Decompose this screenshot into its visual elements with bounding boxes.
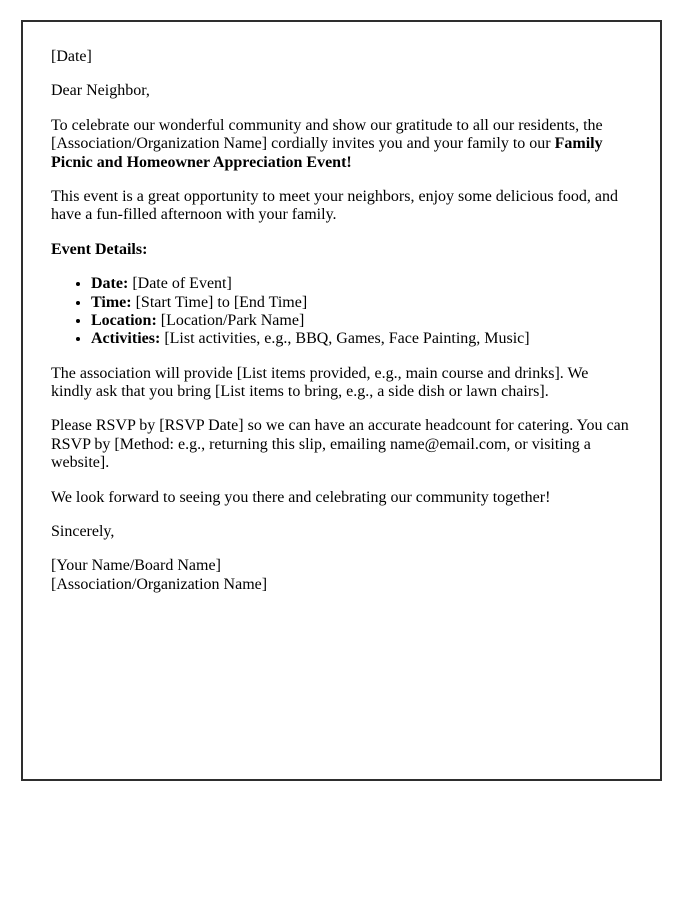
list-item-date-label: Date: xyxy=(91,275,129,293)
opportunity-paragraph: This event is a great opportunity to meet your neighbors, enjoy some delicious food, and have a fun-filled afternoon with your family. xyxy=(51,187,618,224)
list-item-activities-value: [List activities, e.g., BBQ, Games, Face Painting, Music] xyxy=(160,330,530,348)
closing: Sincerely, xyxy=(51,523,115,541)
salutation: Dear Neighbor, xyxy=(51,82,150,100)
list-item-time-value: [Start Time] to [End Time] xyxy=(131,293,308,311)
list-item-location xyxy=(91,312,632,330)
list-item-activities-label: Activities: xyxy=(91,330,161,348)
signature-organization: [Association/Organization Name] xyxy=(51,575,268,593)
list-item-time xyxy=(91,294,632,312)
list-item-time-label: Time: xyxy=(91,293,132,311)
date-line: [Date] xyxy=(51,48,92,65)
list-item-location-label: Location: xyxy=(91,311,157,329)
event-details-list xyxy=(51,275,632,349)
list-item-location-value: [Location/Park Name] xyxy=(156,311,305,329)
event-details-heading xyxy=(51,241,632,259)
intro-paragraph xyxy=(51,117,632,172)
provide-paragraph: The association will provide [List items provided, e.g., main course and drinks]. We kindly ask that you bring [List items to bring, e.g., a side dish or lawn chairs]. xyxy=(51,364,589,401)
look-forward-paragraph: We look forward to seeing you there and celebrating our community together! xyxy=(51,488,551,506)
letter-document xyxy=(21,20,662,781)
event-details-heading-text: Event Details: xyxy=(51,240,148,258)
signature-block xyxy=(51,557,632,594)
intro-text: To celebrate our wonderful community and show our gratitude to all our residents, the [Association/Organization Name] cordially invites you and your family to our xyxy=(51,116,603,153)
list-item-date xyxy=(91,275,632,293)
list-item-date-value: [Date of Event] xyxy=(128,275,232,293)
event-name-bold: Family Picnic and Homeowner Appreciation Event! xyxy=(51,135,603,171)
signature-name: [Your Name/Board Name] xyxy=(51,557,221,575)
rsvp-paragraph: Please RSVP by [RSVP Date] so we can have an accurate headcount for catering. You can RSVP by [Method: e.g., returning this slip, emailing name@email.com, or visiting a website]. xyxy=(51,417,629,472)
list-item-activities xyxy=(91,330,632,348)
